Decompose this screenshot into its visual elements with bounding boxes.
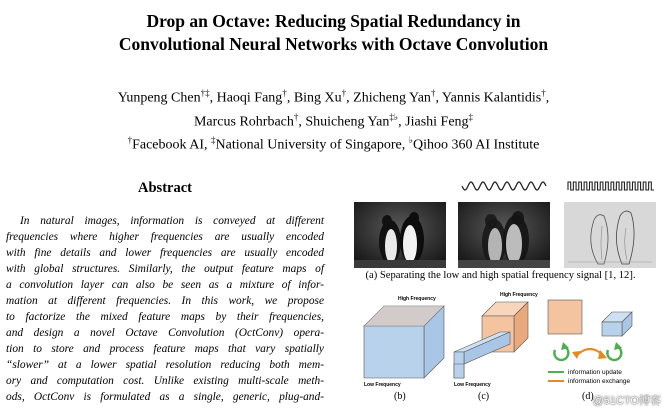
- high-frequency-tensor-d: [548, 300, 582, 334]
- low-frequency-label-b: Low Frequency: [364, 382, 401, 388]
- subfigure-d-label: (d): [582, 391, 594, 402]
- abstract-line: with fine details and lower frequencies are usually encoded: [6, 247, 324, 259]
- author-name: Marcus Rohrbach: [193, 114, 294, 130]
- paper-title: [0, 10, 667, 56]
- author-name: , Yannis Kalantidis: [435, 90, 542, 106]
- penguin-original-image: [354, 202, 446, 268]
- author-name: , Jiashi Feng: [398, 114, 469, 130]
- abstract-line: and design a novel Octave Convolution (OctConv) opera-: [6, 327, 324, 339]
- affiliation-name: National University of Singapore,: [215, 137, 409, 153]
- affiliation-mark: †: [282, 88, 287, 98]
- high-frequency-label-b: High Frequency: [398, 296, 436, 302]
- high-frequency-label-c: High Frequency: [500, 292, 538, 298]
- mixed-feature-map-tensor: [364, 306, 444, 378]
- subfigure-b-label: (b): [394, 391, 406, 402]
- figure-1a-caption: (a) Separating the low and high spatial frequency signal [1, 12].: [365, 270, 636, 281]
- author-line-2: [0, 108, 667, 132]
- author-name: ,: [545, 90, 550, 106]
- subfigure-c-label: (c): [478, 391, 490, 402]
- author-name: , Shuicheng Yan: [298, 114, 390, 130]
- affiliation-mark: †: [293, 111, 299, 122]
- site-watermark: @51CTO博客: [592, 395, 661, 407]
- affiliation-mark: ‡♭: [389, 111, 399, 122]
- low-frequency-label-c: Low Frequency: [454, 382, 491, 388]
- abstract-line: ods, OctConv is formulated as a single, generic, plug-and-: [6, 391, 324, 403]
- affiliation-mark: †‡: [200, 88, 210, 98]
- abstract-line: mation at different frequencies. In this work, we propose: [6, 295, 324, 307]
- affiliation-mark: †: [541, 88, 546, 98]
- figure-1a: [340, 176, 660, 272]
- paper-title-line1: Drop an Octave: Reducing Spatial Redundancy in: [146, 11, 521, 31]
- abstract-heading: Abstract: [138, 180, 192, 196]
- abstract-line: ory and computation cost. Unlike existing multi-scale meth-: [6, 375, 324, 387]
- abstract-line: frequencies where higher frequencies are usually encoded: [6, 231, 324, 243]
- abstract-line: to factorize the mixed feature maps by their frequencies,: [6, 311, 324, 323]
- low-frequency-wave-icon: [462, 182, 546, 190]
- author-line-1: [0, 84, 667, 108]
- abstract-line: a convolution layer can also be seen as a mixture of infor-: [6, 279, 324, 291]
- high-frequency-wave-icon: [568, 182, 654, 190]
- paper-title-line2: Convolutional Neural Networks with Octave Convolution: [118, 34, 549, 54]
- affiliation-mark: ‡: [211, 135, 216, 146]
- affiliation-mark: †: [341, 88, 347, 98]
- affiliation-name: Facebook AI,: [132, 137, 212, 153]
- author-name: , Zhicheng Yan: [346, 90, 431, 106]
- penguin-high-frequency-image: [564, 202, 656, 268]
- affiliation-name: Qihoo 360 AI Institute: [413, 137, 540, 153]
- author-name: , Bing Xu: [286, 90, 342, 106]
- affiliation-mark: ♭: [408, 135, 414, 146]
- legend-exchange-label: information exchange: [568, 378, 631, 385]
- author-name: Yunpeng Chen: [117, 90, 201, 106]
- penguin-low-frequency-image: [458, 202, 550, 268]
- legend-update-label: information update: [568, 369, 622, 376]
- abstract-body: [6, 213, 324, 405]
- author-block: [0, 84, 667, 155]
- affiliation-mark: ‡: [468, 111, 474, 122]
- abstract-line: “slower” at a lower spatial resolution reducing both mem-: [6, 359, 324, 371]
- abstract-line: tion to store and process feature maps that vary spatially: [6, 343, 324, 355]
- affiliation-mark: †: [430, 88, 436, 98]
- abstract-line: with global structures. Similarly, the output feature maps of: [6, 263, 324, 275]
- low-frequency-tensor-d: [602, 312, 632, 336]
- affiliation-mark: †: [127, 135, 133, 146]
- author-name: , Haoqi Fang: [209, 90, 283, 106]
- affiliation-line: [0, 131, 667, 155]
- abstract-line: In natural images, information is conveyed at different: [20, 215, 324, 227]
